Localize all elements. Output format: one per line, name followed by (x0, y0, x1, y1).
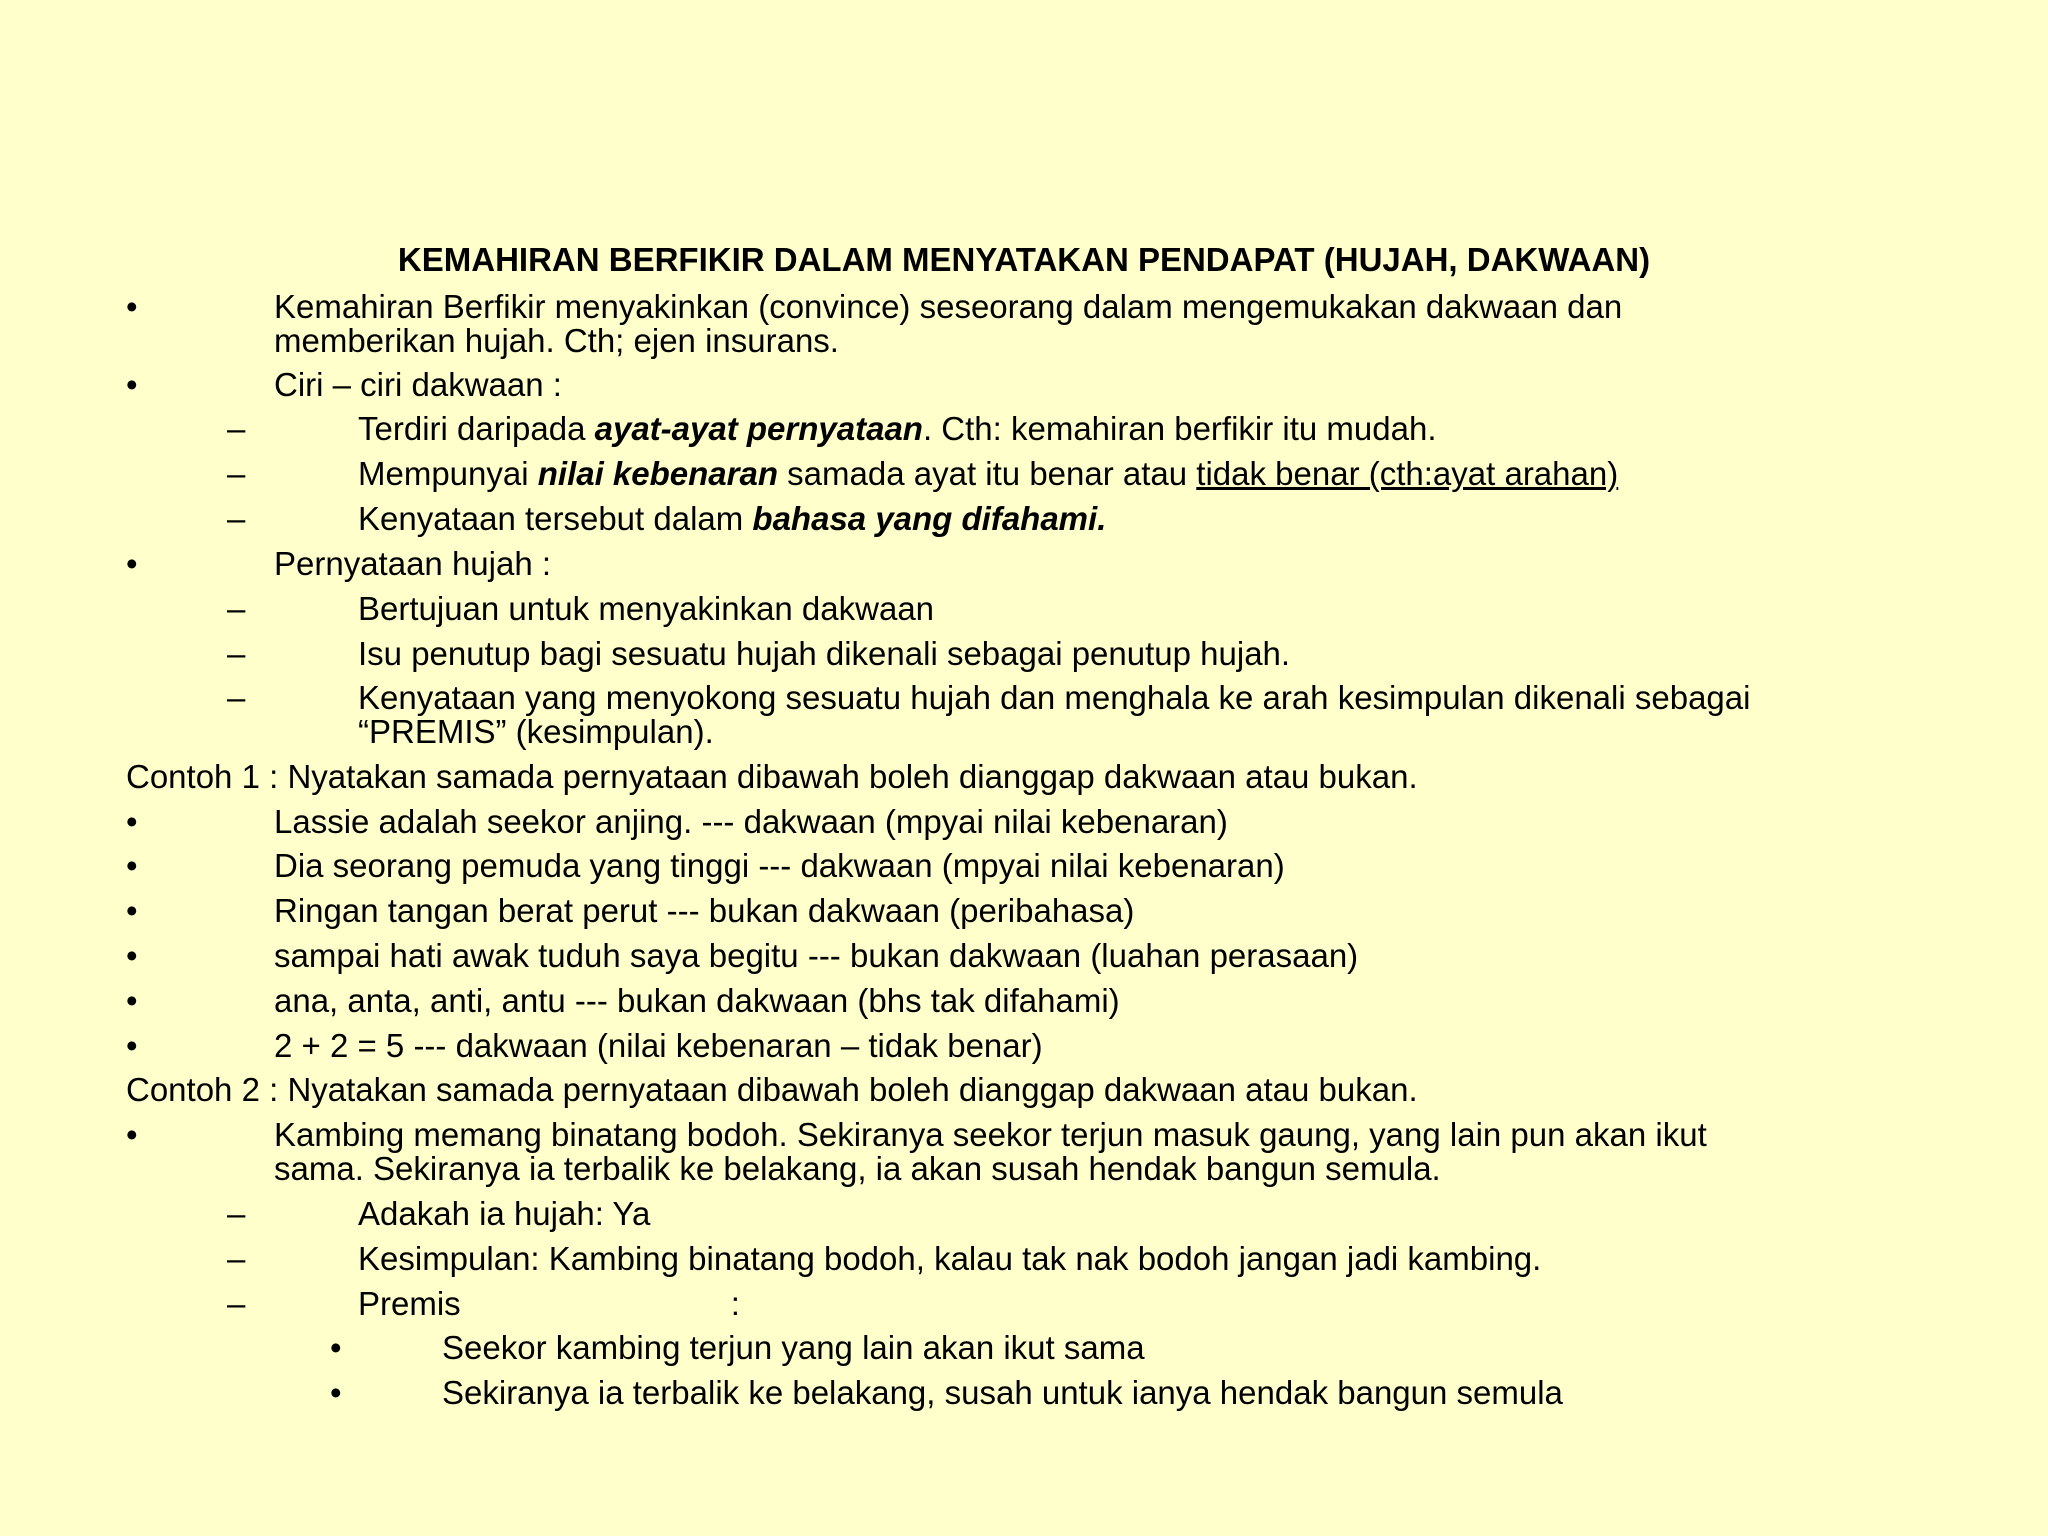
item-2a-text-post: . Cth: kemahiran berfikir itu mudah. (922, 410, 1437, 447)
dash-icon: – (227, 635, 246, 672)
bullet-icon: • (126, 1116, 138, 1153)
contoh-2-premis (358, 1287, 740, 1321)
bullet-icon: • (126, 847, 138, 884)
premis-label: Premis (358, 1285, 461, 1322)
contoh-1-item-6: 2 + 2 = 5 --- dakwaan (nilai kebenaran – tidak benar) (274, 1027, 1043, 1064)
item-2c-text-pre: Kenyataan tersebut dalam (358, 500, 753, 537)
premis-item-2: Sekiranya ia terbalik ke belakang, susah untuk ianya hendak bangun semula (442, 1374, 1563, 1411)
contoh-2-kesimpulan: Kesimpulan: Kambing binatang bodoh, kalau tak nak bodoh jangan jadi kambing. (358, 1240, 1542, 1277)
contoh-2-item-1-line-2: sama. Sekiranya ia terbalik ke belakang, ia akan susah hendak bangun semula. (274, 1150, 1441, 1187)
contoh-2-heading: Contoh 2 : Nyatakan samada pernyataan dibawah boleh dianggap dakwaan atau bukan. (126, 1071, 1418, 1108)
dash-icon: – (227, 455, 246, 492)
item-2c (358, 502, 1106, 536)
item-3a: Bertujuan untuk menyakinkan dakwaan (358, 590, 935, 627)
contoh-1-item-4: sampai hati awak tuduh saya begitu --- bukan dakwaan (luahan perasaan) (274, 937, 1359, 974)
contoh-2-hujah: Adakah ia hujah: Ya (358, 1195, 651, 1232)
item-1-line-2: memberikan hujah. Cth; ejen insurans. (274, 322, 839, 359)
premis-colon: : (730, 1285, 740, 1322)
bullet-icon: • (126, 288, 138, 325)
bullet-icon: • (126, 892, 138, 929)
item-2b-underlined: tidak benar (cth:ayat arahan) (1196, 455, 1619, 492)
bullet-icon: • (126, 1027, 138, 1064)
bullet-icon: • (126, 366, 138, 403)
item-2c-emphasis: bahasa yang difahami. (752, 500, 1107, 537)
item-2a (358, 412, 1437, 446)
item-3c-line-2: “PREMIS” (kesimpulan). (358, 713, 714, 750)
bullet-icon: • (330, 1329, 342, 1366)
item-2b (358, 457, 1618, 491)
dash-icon: – (227, 1240, 246, 1277)
contoh-1-item-2: Dia seorang pemuda yang tinggi --- dakwaan (mpyai nilai kebenaran) (274, 847, 1285, 884)
dash-icon: – (227, 410, 246, 447)
bullet-icon: • (330, 1374, 342, 1411)
dash-icon: – (227, 1195, 246, 1232)
bullet-icon: • (126, 937, 138, 974)
contoh-1-item-3: Ringan tangan berat perut --- bukan dakwaan (peribahasa) (274, 892, 1135, 929)
item-2b-text-pre: Mempunyai (358, 455, 538, 492)
contoh-1-item-1: Lassie adalah seekor anjing. --- dakwaan (mpyai nilai kebenaran) (274, 803, 1228, 840)
item-3: Pernyataan hujah : (274, 545, 552, 582)
item-2a-text-pre: Terdiri daripada (358, 410, 595, 447)
bullet-icon: • (126, 982, 138, 1019)
dash-icon: – (227, 590, 246, 627)
bullet-icon: • (126, 545, 138, 582)
item-2b-text-mid: samada ayat itu benar atau (778, 455, 1197, 492)
item-3c-line-1: Kenyataan yang menyokong sesuatu hujah dan menghala ke arah kesimpulan dikenali sebagai (358, 679, 1751, 716)
dash-icon: – (227, 679, 246, 716)
item-2b-emphasis: nilai kebenaran (537, 455, 779, 492)
item-2: Ciri – ciri dakwaan : (274, 366, 562, 403)
premis-item-1: Seekor kambing terjun yang lain akan ikut sama (442, 1329, 1145, 1366)
item-3b: Isu penutup bagi sesuatu hujah dikenali sebagai penutup hujah. (358, 635, 1291, 672)
contoh-1-heading: Contoh 1 : Nyatakan samada pernyataan dibawah boleh dianggap dakwaan atau bukan. (126, 758, 1418, 795)
dash-icon: – (227, 1285, 246, 1322)
bullet-icon: • (126, 803, 138, 840)
contoh-1-item-5: ana, anta, anti, antu --- bukan dakwaan (bhs tak difahami) (274, 982, 1120, 1019)
slide-title: KEMAHIRAN BERFIKIR DALAM MENYATAKAN PENDAPAT (HUJAH, DAKWAAN) (397, 241, 1651, 278)
dash-icon: – (227, 500, 246, 537)
contoh-2-item-1-line-1: Kambing memang binatang bodoh. Sekiranya seekor terjun masuk gaung, yang lain pun akan ikut (274, 1116, 1707, 1153)
item-2a-emphasis: ayat-ayat pernyataan (594, 410, 923, 447)
item-1-line-1: Kemahiran Berfikir menyakinkan (convince) seseorang dalam mengemukakan dakwaan dan (274, 288, 1623, 325)
